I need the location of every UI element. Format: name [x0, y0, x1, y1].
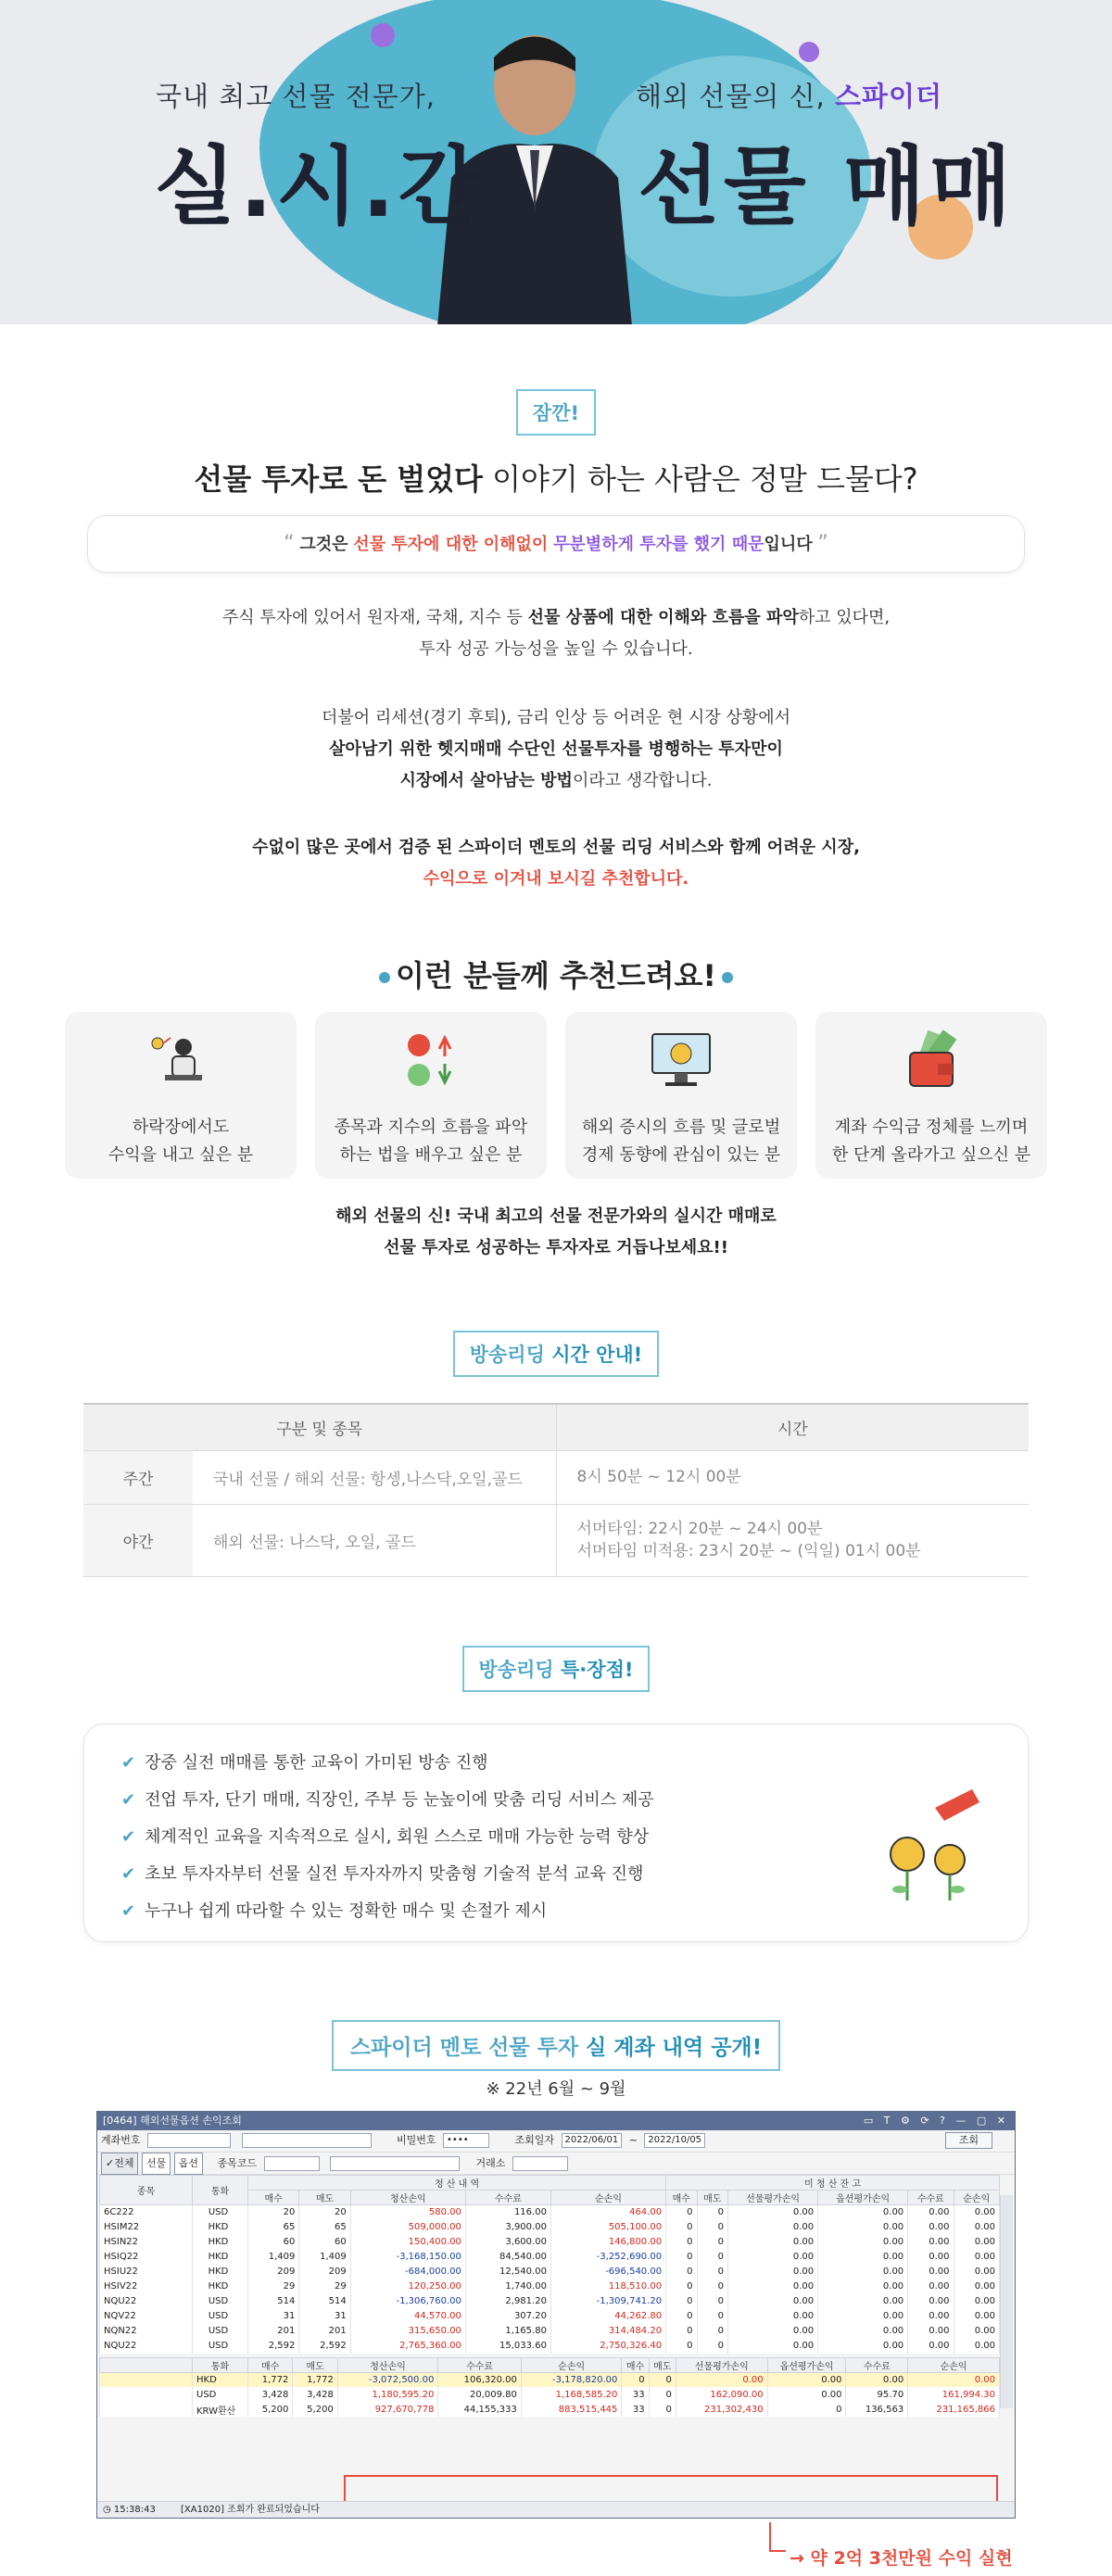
table-cell: 0.00	[908, 2250, 954, 2265]
table-cell: 1,168,585.20	[521, 2387, 622, 2402]
table-cell: 33	[622, 2387, 649, 2402]
table-cell: 0.00	[818, 2205, 908, 2220]
wait-tag: 잠깐!	[516, 389, 596, 436]
table-cell: 580.00	[350, 2205, 465, 2220]
account-select[interactable]	[147, 2133, 231, 2148]
callout-line	[769, 2522, 771, 2550]
table-cell: 146,800.00	[550, 2235, 665, 2250]
summary-row[interactable]	[100, 2372, 1000, 2387]
table-cell: 65	[248, 2220, 299, 2235]
features-tag-wrap	[0, 1646, 1112, 1692]
table-cell: 0	[697, 2339, 727, 2354]
check-icon: ✔	[121, 1827, 136, 1847]
check-icon: ✔	[121, 1864, 136, 1884]
schedule-row: 주간 국내 선물 / 해외 선물: 항셍,나스닥,오일,골드 8시 50분 ~ 12시 00분	[83, 1450, 1029, 1504]
table-cell: 0	[697, 2205, 727, 2220]
table-cell: USD	[193, 2309, 248, 2324]
table-row[interactable]	[100, 2205, 1000, 2220]
table-cell: 44,570.00	[350, 2309, 465, 2324]
schedule-tag: 방송리딩 시간 안내!	[453, 1331, 660, 1377]
table-cell: HSIU22	[100, 2265, 193, 2279]
table-cell: 0	[697, 2279, 727, 2294]
table-cell: 0.00	[818, 2339, 908, 2354]
tab-all[interactable]: ✓전체	[101, 2153, 138, 2175]
table-cell: 0.00	[954, 2339, 999, 2354]
table-cell: 231,165,866	[908, 2402, 1000, 2417]
table-cell: 514	[299, 2294, 350, 2309]
table-cell: 883,515,445	[521, 2402, 622, 2417]
table-cell: 84,540.00	[465, 2250, 550, 2265]
check-icon: ✔	[121, 1753, 136, 1773]
table-cell: 0	[697, 2235, 727, 2250]
table-cell: 31	[299, 2309, 350, 2324]
table-cell: 0.00	[818, 2265, 908, 2279]
table-cell: 0.00	[954, 2250, 999, 2265]
table-cell: 5,200	[293, 2402, 337, 2417]
wallet-money-icon	[897, 1029, 966, 1093]
paragraph-2: 더불어 리세션(경기 후퇴), 금리 인상 등 어려운 현 시장 상황에서 살아남기 위한 헷지매매 수단인 선물투자를 병행하는 투자만이 시장에서 살아남는 방법이라고 생각합니다.	[322, 708, 790, 790]
table-cell: 0	[767, 2402, 846, 2417]
tab-options[interactable]: 옵션	[174, 2153, 203, 2175]
table-cell: HSIQ22	[100, 2250, 193, 2265]
recommend-card: 계좌 수익금 정체를 느끼며 한 단계 올라가고 싶으신 분	[815, 1012, 1047, 1179]
table-cell: USD	[193, 2205, 248, 2220]
table-row[interactable]	[100, 2294, 1000, 2309]
table-cell: 0.00	[728, 2339, 818, 2354]
table-cell: 5,200	[248, 2402, 293, 2417]
table-cell: 118,510.00	[550, 2279, 665, 2294]
table-cell: HSIV22	[100, 2279, 193, 2294]
table-cell: 231,302,430	[676, 2402, 767, 2417]
table-cell: 314,484.20	[550, 2324, 665, 2339]
table-cell: HKD	[193, 2220, 248, 2235]
status-bar: ◷ 15:38:43 [XA1020] 조회가 완료되었습니다	[97, 2501, 1015, 2518]
table-cell: NQV22	[100, 2309, 193, 2324]
table-row[interactable]	[100, 2309, 1000, 2324]
clock-icon: ◷	[103, 2505, 111, 2515]
table-cell: 120,250.00	[350, 2279, 465, 2294]
table-cell: 161,994.30	[908, 2387, 1000, 2402]
table-cell: 0.00	[908, 2294, 954, 2309]
table-cell: 60	[299, 2235, 350, 2250]
table-cell: 1,772	[293, 2372, 337, 2387]
table-cell: 95.70	[846, 2387, 908, 2402]
table-cell: 0.00	[767, 2387, 846, 2402]
table-cell: 0.00	[908, 2372, 1000, 2387]
account-tag: 스파이더 멘토 선물 투자 실 계좌 내역 공개!	[332, 2020, 780, 2071]
table-cell: 0.00	[954, 2294, 999, 2309]
check-icon: ✔	[121, 1901, 136, 1921]
table-cell: 0.00	[728, 2205, 818, 2220]
table-cell: 927,670,778	[337, 2402, 438, 2417]
money-plant-icon	[870, 1780, 991, 1910]
feature-item: ✔ 장중 실전 매매를 통한 교육이 가미된 방송 진행	[121, 1753, 488, 1773]
trading-window	[96, 2111, 1016, 2519]
table-cell: 0	[697, 2324, 727, 2339]
table-cell: 20	[248, 2205, 299, 2220]
table-cell: NQN22	[100, 2324, 193, 2339]
table-cell: 60	[248, 2235, 299, 2250]
recommend-note: 해외 선물의 신! 국내 최고의 선물 전문가와의 실시간 매매로 선물 투자로 성공하는 투자자로 거듭나보세요!!	[335, 1206, 777, 1257]
table-cell: 3,600.00	[465, 2235, 550, 2250]
table-cell: 0	[666, 2250, 697, 2265]
paragraph-1: 주식 투자에 있어서 원자재, 국채, 지수 등 선물 상품에 대한 이해와 흐름을 파악하고 있다면, 투자 성공 가능성을 높일 수 있습니다.	[221, 608, 891, 659]
table-cell: 0.00	[908, 2205, 954, 2220]
table-cell: 0.00	[954, 2235, 999, 2250]
table-cell: 0.00	[908, 2279, 954, 2294]
table-cell: 0.00	[954, 2324, 999, 2339]
table-cell: NQU22	[100, 2294, 193, 2309]
table-cell: 1,180,595.20	[337, 2387, 438, 2402]
code-name-field	[330, 2156, 460, 2171]
table-cell: 509,000.00	[350, 2220, 465, 2235]
table-cell: 0	[666, 2220, 697, 2235]
table-cell: 0.00	[954, 2309, 999, 2324]
table-cell: 2,750,326.40	[550, 2339, 665, 2354]
hero-purple-dot	[371, 23, 395, 47]
table-cell: 209	[299, 2265, 350, 2279]
table-cell: 0.00	[818, 2309, 908, 2324]
table-cell: 0.00	[818, 2220, 908, 2235]
callout-line	[769, 2550, 786, 2552]
table-cell: 0.00	[908, 2235, 954, 2250]
grid-scrollbar[interactable]	[1000, 2195, 1013, 2408]
monitor-globe-icon	[647, 1029, 715, 1093]
table-cell: 1,409	[248, 2250, 299, 2265]
table-cell: 0.00	[728, 2265, 818, 2279]
table-cell: 0.00	[908, 2324, 954, 2339]
table-cell: 209	[248, 2265, 299, 2279]
table-cell: 0.00	[846, 2372, 908, 2387]
hero-subtitle-left: 국내 최고 선물 전문가,	[156, 81, 436, 112]
table-cell: 29	[299, 2279, 350, 2294]
table-cell: 3,428	[248, 2387, 293, 2402]
table-cell: USD	[193, 2294, 248, 2309]
table-cell: -3,252,690.00	[550, 2250, 665, 2265]
table-cell: 150,400.00	[350, 2235, 465, 2250]
table-cell: HKD	[193, 2235, 248, 2250]
table-cell: 0.00	[728, 2235, 818, 2250]
table-cell: 0.00	[954, 2220, 999, 2235]
table-cell: 0	[649, 2402, 676, 2417]
schedule-header: 시간	[556, 1404, 1029, 1450]
summary-row[interactable]	[100, 2387, 1000, 2402]
table-cell: 0.00	[728, 2279, 818, 2294]
table-cell: 12,540.00	[465, 2265, 550, 2279]
table-cell: 106,320.00	[438, 2372, 522, 2387]
table-cell: 2,981.20	[465, 2294, 550, 2309]
table-cell: 2,592	[299, 2339, 350, 2354]
table-cell: 44,262.80	[550, 2309, 665, 2324]
table-cell: 29	[248, 2279, 299, 2294]
table-cell: 0.00	[818, 2250, 908, 2265]
table-cell: 0	[666, 2294, 697, 2309]
table-cell: 0.00	[728, 2250, 818, 2265]
table-cell: 201	[299, 2324, 350, 2339]
table-cell: 20,009.80	[438, 2387, 522, 2402]
recommend-card: 종목과 지수의 흐름을 파악 하는 법을 배우고 싶은 분	[315, 1012, 547, 1179]
table-cell: -1,309,741.20	[550, 2294, 665, 2309]
table-cell: 0	[649, 2387, 676, 2402]
table-cell: 2,592	[248, 2339, 299, 2354]
table-cell: -684,000.00	[350, 2265, 465, 2279]
recommend-card: 해외 증시의 흐름 및 글로벌 경제 동향에 관심이 있는 분	[565, 1012, 797, 1179]
table-cell: 0.00	[818, 2279, 908, 2294]
quote-box: “ 그것은 선물 투자에 대한 이해없이 무분별하게 투자를 했기 때문입니다 ”	[87, 515, 1025, 573]
table-cell: HSIN22	[100, 2235, 193, 2250]
feature-item: ✔ 전업 투자, 단기 매매, 직장인, 주부 등 눈높이에 맞춤 리딩 서비스 제공	[121, 1790, 654, 1810]
table-cell: 65	[299, 2220, 350, 2235]
table-cell: 307.20	[465, 2309, 550, 2324]
table-cell: 44,155,333	[438, 2402, 522, 2417]
table-cell: 0	[666, 2205, 697, 2220]
table-cell: 464.00	[550, 2205, 665, 2220]
table-cell: 0.00	[908, 2220, 954, 2235]
schedule-tag-wrap	[0, 1331, 1112, 1377]
table-cell: 0.00	[954, 2279, 999, 2294]
hero-title-left: 실.시.간	[154, 137, 485, 236]
date-to-field[interactable]: 2022/10/05	[644, 2133, 705, 2148]
table-cell: 15,033.60	[465, 2339, 550, 2354]
table-cell: 0.00	[728, 2294, 818, 2309]
table-cell	[100, 2402, 193, 2417]
feature-item: ✔ 체계적인 교육을 지속적으로 실시, 회원 스스로 매매 가능한 능력 향상	[121, 1827, 650, 1847]
window-titlebar: [0464] 해외선물옵션 손익조회 ▭ T ⚙ ⟳ ? — ▢ ✕	[97, 2112, 1015, 2130]
table-cell: 0	[697, 2309, 727, 2324]
table-cell: 0	[666, 2309, 697, 2324]
table-cell: 3,900.00	[465, 2220, 550, 2235]
table-cell: 505,100.00	[550, 2220, 665, 2235]
window-controls[interactable]: ▭ T ⚙ ⟳ ? — ▢ ✕	[863, 2115, 1009, 2127]
table-cell: 33	[622, 2402, 649, 2417]
table-cell: 0	[697, 2250, 727, 2265]
table-cell: 0	[622, 2372, 649, 2387]
table-cell: 0	[666, 2339, 697, 2354]
table-cell: 0.00	[954, 2265, 999, 2279]
table-cell: 1,740.00	[465, 2279, 550, 2294]
schedule-table	[83, 1403, 1029, 1577]
table-cell: USD	[193, 2324, 248, 2339]
table-cell: 315,650.00	[350, 2324, 465, 2339]
table-cell: HKD	[193, 2279, 248, 2294]
table-cell: 0.00	[818, 2235, 908, 2250]
check-icon: ✔	[121, 1790, 136, 1810]
table-cell: 6C222	[100, 2205, 193, 2220]
table-row[interactable]	[100, 2250, 1000, 2265]
features-tag: 방송리딩 특·장점!	[462, 1646, 651, 1692]
table-cell: 0	[697, 2294, 727, 2309]
paragraph-3: 수없이 많은 곳에서 검증 된 스파이더 멘토의 선물 리딩 서비스와 함께 어려운 시장, 수익으로 이겨내 보시길 추천합니다.	[252, 838, 860, 889]
table-cell: 2,765,360.00	[350, 2339, 465, 2354]
hero-purple-dot-2	[799, 42, 819, 62]
table-cell: -3,072,500.00	[337, 2372, 438, 2387]
table-cell	[100, 2372, 193, 2387]
table-cell: 20	[299, 2205, 350, 2220]
table-cell: 0.00	[728, 2309, 818, 2324]
account-name-field	[242, 2133, 372, 2148]
table-cell: USD	[193, 2387, 248, 2402]
table-cell: 0.00	[908, 2339, 954, 2354]
date-from-field[interactable]: 2022/06/01	[562, 2133, 623, 2148]
table-cell: -3,168,150.00	[350, 2250, 465, 2265]
table-cell: 0	[666, 2235, 697, 2250]
schedule-header: 구분 및 종목	[83, 1404, 556, 1450]
feature-item: ✔ 누구나 쉽게 따라할 수 있는 정확한 매수 및 손절가 제시	[121, 1901, 548, 1921]
table-cell: 0	[666, 2324, 697, 2339]
recommend-cards	[65, 1012, 1047, 1179]
feature-item: ✔ 초보 투자자부터 선물 실전 투자자까지 맞춤형 기술적 분석 교육 진행	[121, 1864, 644, 1884]
table-cell: -1,306,760.00	[350, 2294, 465, 2309]
settlement-grid: 종목 통화 청 산 내 역 미 청 산 잔 고 매수 매도 청산손익 수수료 순손익 매수 매도 선물평가손익 옵션평가손익 수수료 순손익 6C222 USD 20 20 580.00 116.00 464.00 0 0 0.00 0.00 0.00 0.00 HSIM22 HKD 65 65 509,000.00 3,900.00 505,100.00 0 0 0.00 0.00 0.00 0.00 HSIN22 HKD 60 60 150,400.00 3,600.00 146,800.00 0 0 0.00 0.00 0.00 0.00 HSIQ22 HKD 1,409 1,409 -3,168,150.00 84,540.00 -3,252,690.00 0 0 0.00 0.00 0.00 0.00 HSIU22 HKD 209 209 -684,000.00 12,540.00 -696,540.00 0 0 0.00 0.00 0.00 0.00 HSIV22 HKD 29 29 120,250.00 1,740.00 118,510.00 0 0 0.00 0.00 0.00 0.00 NQU22 USD 514 514 -1,306,760.00 2,981.20 -1,309,741.20 0 0 0.00 0.00 0.00 0.00 NQV22 USD 31 31 44,570.00 307.20 44,262.80 0 0 0.00 0.00 0.00 0.00 NQN22 USD 201 201 315,650.00 1,165.80 314,484.20 0 0 0.00 0.00 0.00 0.00 NQU22 USD 2,592 2,592 2,765,360.00 15,033.60 2,750,326.40 0 0 0.00 0.00 0.00 0.00	[99, 2175, 1000, 2354]
account-period: ※ 22년 6월 ~ 9월	[486, 2079, 626, 2099]
wait-tag-wrap	[0, 389, 1112, 436]
table-cell: 0	[666, 2265, 697, 2279]
profit-callout: → 약 2억 3천만원 수익 실현	[790, 2548, 1013, 2569]
hero-accent-name: 스파이더	[834, 81, 943, 112]
table-cell: -696,540.00	[550, 2265, 665, 2279]
table-row[interactable]	[100, 2265, 1000, 2279]
table-cell: 0.00	[728, 2324, 818, 2339]
table-cell: 1,409	[299, 2250, 350, 2265]
table-cell: HSIM22	[100, 2220, 193, 2235]
table-cell: 0	[649, 2372, 676, 2387]
table-cell: 162,090.00	[676, 2387, 767, 2402]
headline: 선물 투자로 돈 벌었다 이야기 하는 사람은 정말 드물다?	[194, 461, 918, 497]
table-cell: 0.00	[908, 2309, 954, 2324]
table-cell: 514	[248, 2294, 299, 2309]
table-cell: -3,178,820.00	[521, 2372, 622, 2387]
table-cell: 201	[248, 2324, 299, 2339]
hero-title-right: 선물 매매	[638, 137, 1016, 236]
table-cell: 0	[697, 2265, 727, 2279]
table-cell: 3,428	[293, 2387, 337, 2402]
table-cell: HKD	[193, 2250, 248, 2265]
table-cell: 0.00	[676, 2372, 767, 2387]
tab-futures[interactable]: 선물	[142, 2153, 171, 2175]
table-row[interactable]	[100, 2339, 1000, 2354]
table-cell: 31	[248, 2309, 299, 2324]
code-input[interactable]	[264, 2156, 320, 2171]
emotion-arrows-icon	[397, 1029, 465, 1093]
table-cell: 0	[666, 2279, 697, 2294]
table-cell: 0.00	[818, 2294, 908, 2309]
table-cell: 1,772	[248, 2372, 293, 2387]
table-cell: 116.00	[465, 2205, 550, 2220]
recommend-title: 이런 분들께 추천드려요!	[0, 953, 1112, 995]
table-cell: 0.00	[728, 2220, 818, 2235]
filter-row: ✓전체 선물 옵션 종목코드 거래소	[97, 2153, 1015, 2175]
table-row[interactable]	[100, 2324, 1000, 2339]
summary-grid: 통화 매수 매도 청산손익 수수료 순손익 매수 매도 선물평가손익 옵션평가손익 수수료 순손익 HKD 1,772 1,772 -3,072,500.00 106,320.00 -3,178,820.00 0 0 0.00 0.00 0.00 0.00 USD 3,428 3,428 1,180,595.20 20,009.80 1,168,585.20 33 0 162,090.00 0.00 95.70 161,994.30 KRW환산 5,200 5,200 927,670,778 44,155,333 883,515,445 33 0 231,302,430 0 136,563 231,165,866	[99, 2357, 1000, 2418]
features-box	[83, 1724, 1029, 1942]
table-row[interactable]	[100, 2220, 1000, 2235]
table-row[interactable]	[100, 2235, 1000, 2250]
query-row: 계좌번호 비밀번호 •••• 조회일자 2022/06/01 ~ 2022/10/05 조회	[97, 2130, 1015, 2153]
table-cell: 0	[697, 2220, 727, 2235]
table-cell	[100, 2387, 193, 2402]
query-button[interactable]: 조회	[945, 2132, 992, 2149]
table-cell: NQU22	[100, 2339, 193, 2354]
summary-row[interactable]	[100, 2402, 1000, 2417]
table-cell: 1,165.80	[465, 2324, 550, 2339]
table-cell: HKD	[193, 2372, 248, 2387]
table-cell: 0.00	[908, 2265, 954, 2279]
exchange-input[interactable]	[512, 2156, 568, 2171]
table-cell: HKD	[193, 2265, 248, 2279]
presenter-icon	[146, 1029, 215, 1093]
table-cell: 0.00	[954, 2205, 999, 2220]
table-cell: USD	[193, 2339, 248, 2354]
table-cell: 0.00	[818, 2324, 908, 2339]
schedule-row: 야간 해외 선물: 나스닥, 오일, 골드 서머타임: 22시 20분 ~ 24시 00분 서머타임 미적용: 23시 20분 ~ (익일) 01시 00분	[83, 1504, 1029, 1576]
account-tag-wrap	[0, 2020, 1112, 2071]
table-cell: 136,563	[846, 2402, 908, 2417]
hero-subtitle-right: 해외 선물의 신, 스파이더	[636, 81, 943, 112]
password-field[interactable]: ••••	[443, 2133, 489, 2148]
table-cell: 0.00	[767, 2372, 846, 2387]
recommend-card: 하락장에서도 수익을 내고 싶은 분	[65, 1012, 297, 1179]
table-cell: KRW환산	[193, 2402, 248, 2417]
hero-banner	[0, 0, 1112, 324]
table-row[interactable]	[100, 2279, 1000, 2294]
